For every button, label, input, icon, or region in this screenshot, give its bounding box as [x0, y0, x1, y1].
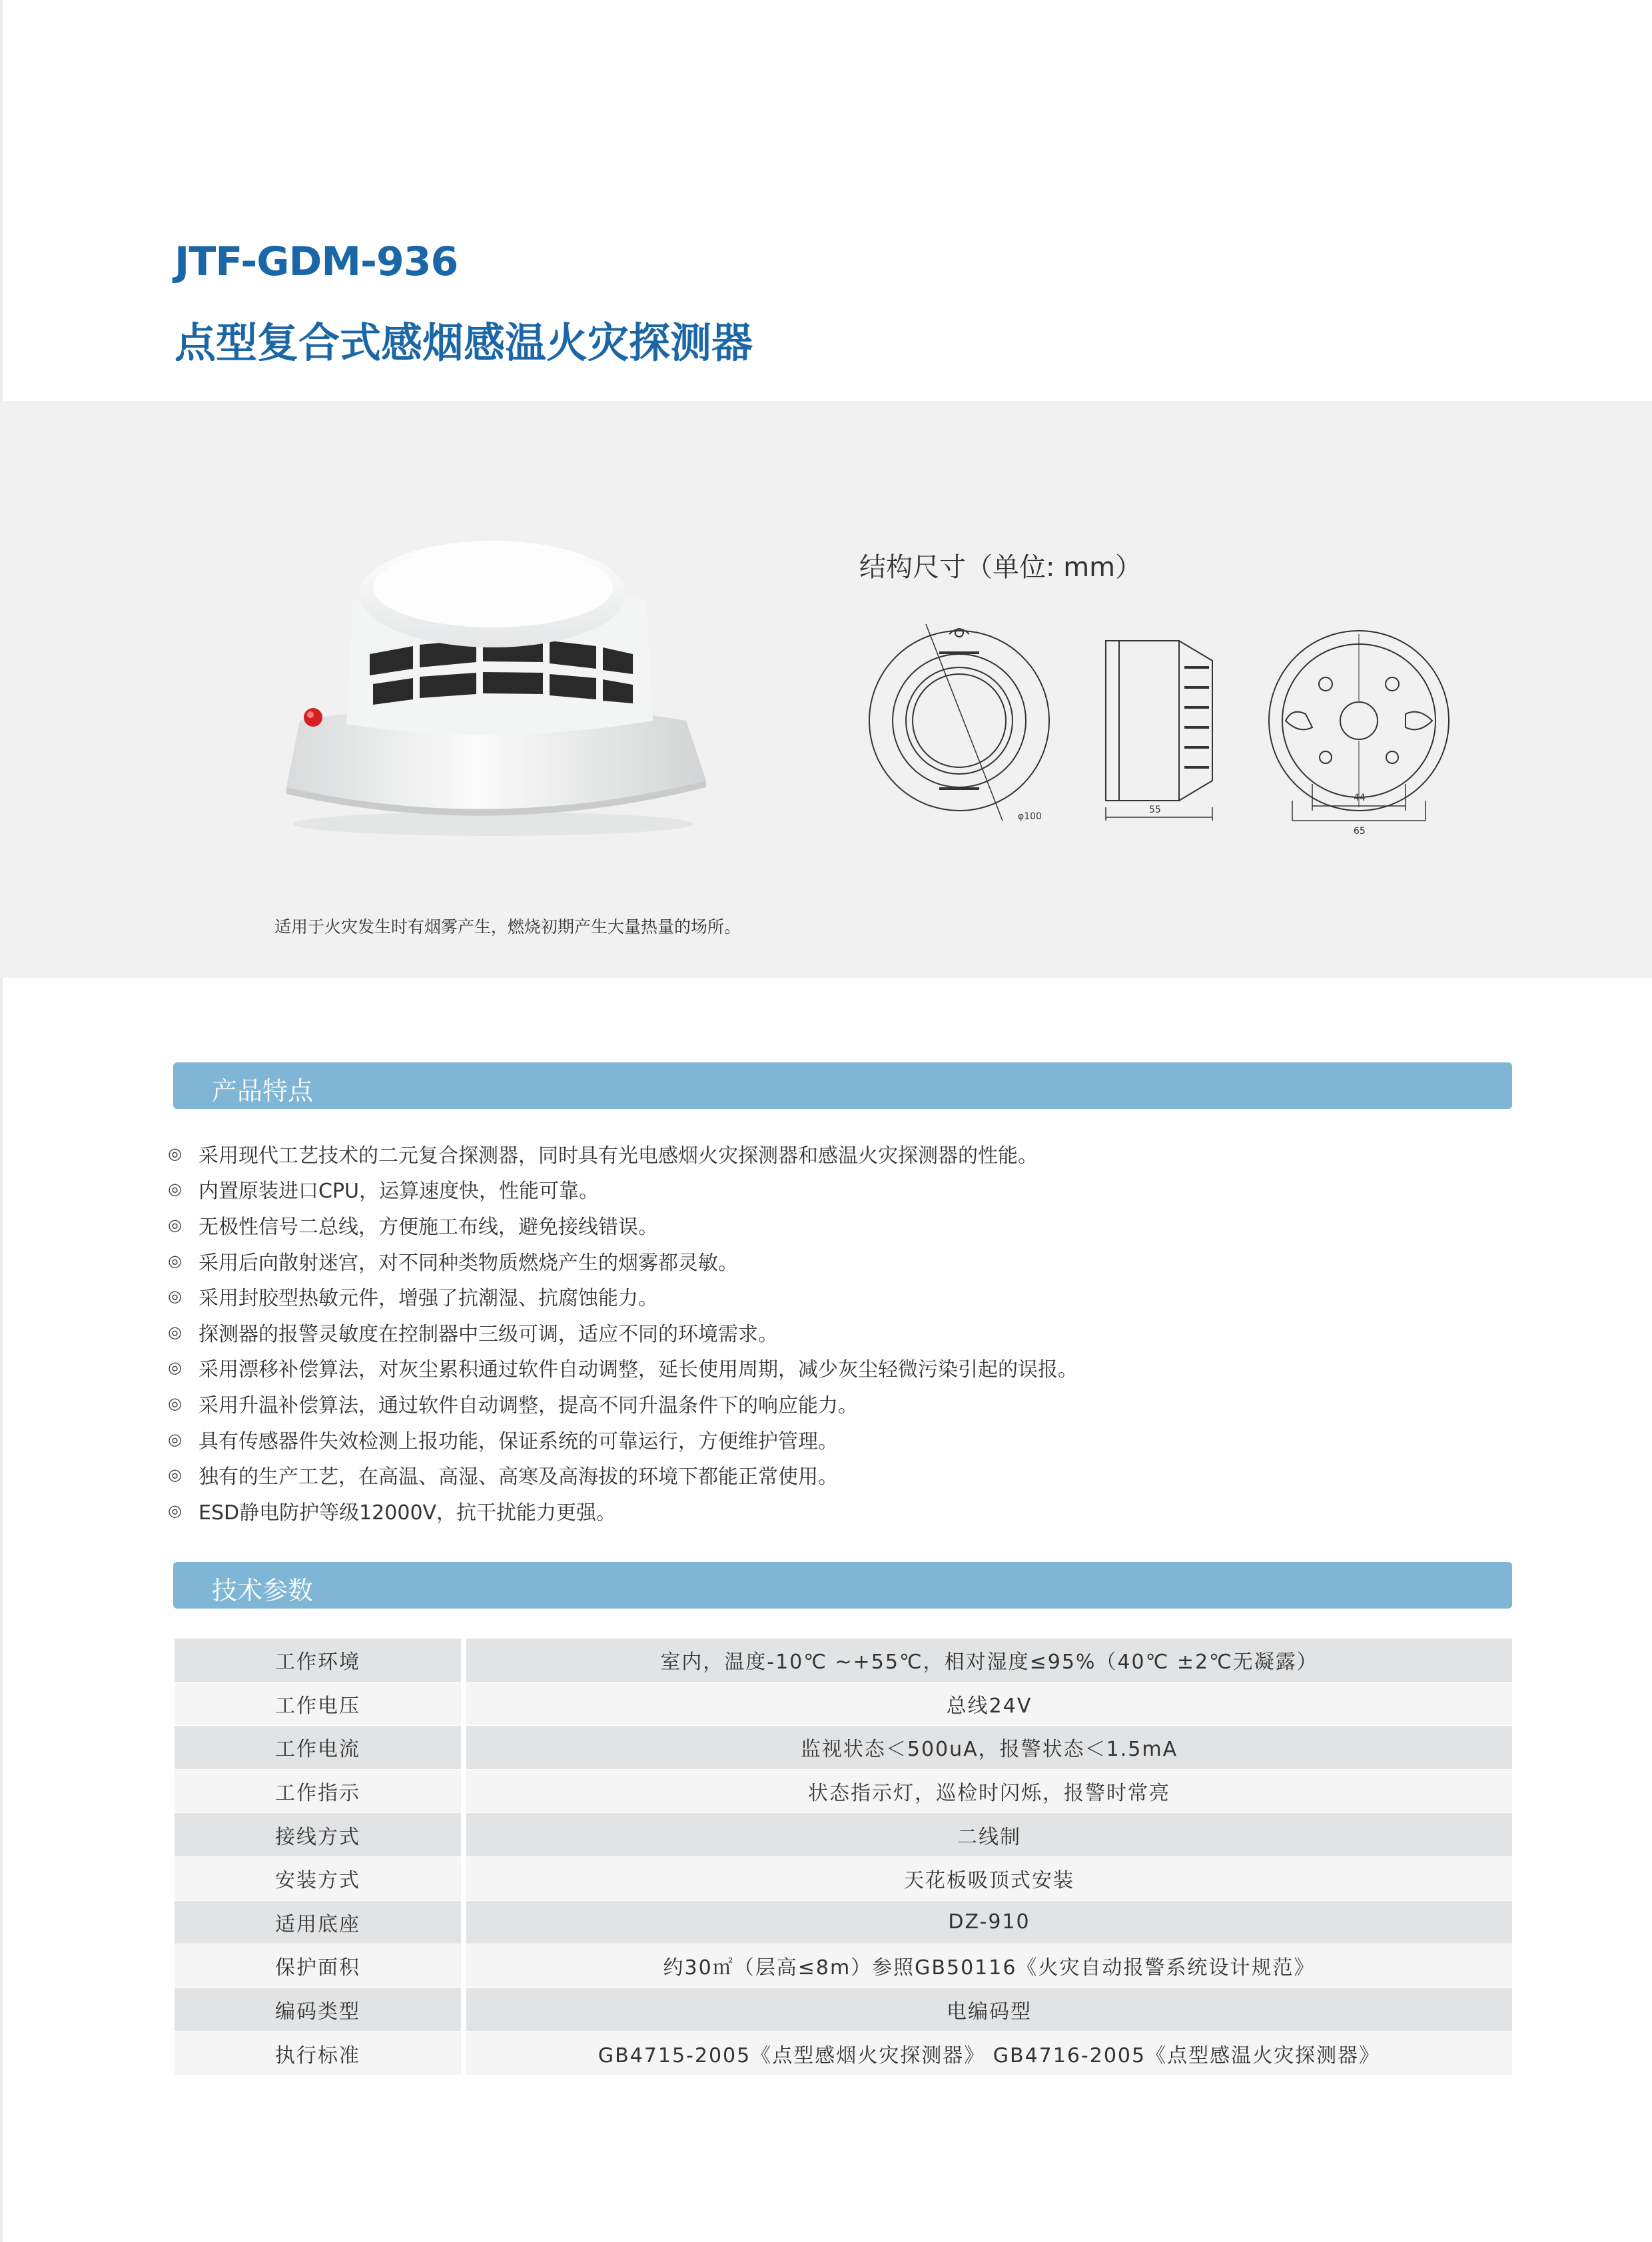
table-row — [175, 1639, 1512, 1682]
spec-value: 监视状态＜500uA，报警状态＜1.5mA — [464, 1726, 1512, 1770]
spec-value: GB4715-2005《点型感烟火灾探测器》 GB4716-2005《点型感温火灾探测器》 — [464, 2032, 1512, 2075]
list-item — [168, 1350, 1078, 1386]
application-caption: 适用于火灾发生时有烟雾产生，燃烧初期产生大量热量的场所。 — [274, 917, 741, 936]
spec-value: 室内，温度-10℃ ~+55℃，相对湿度≤95%（40℃ ±2℃无凝露） — [464, 1639, 1512, 1682]
bullet-icon: ◎ — [168, 1429, 182, 1449]
list-item — [168, 1278, 1078, 1314]
specs-table — [175, 1639, 1512, 2075]
spec-value: DZ-910 — [464, 1900, 1512, 1944]
list-item — [168, 1243, 1078, 1279]
bullet-icon: ◎ — [168, 1287, 182, 1306]
table-row — [175, 1769, 1512, 1813]
side-view-drawing — [1106, 641, 1212, 821]
bullet-icon: ◎ — [168, 1215, 182, 1234]
feature-text: 具有传感器件失效检测上报功能，保证系统的可靠运行，方便维护管理。 — [199, 1429, 838, 1453]
spec-value: 电编码型 — [464, 1988, 1512, 2032]
specs-section-title: 技术参数 — [212, 1576, 314, 1605]
hole-spacing-dimension: 44 — [1354, 793, 1366, 803]
table-row — [175, 1900, 1512, 1944]
features-list — [168, 1136, 1078, 1529]
feature-text: 采用现代工艺技术的二元复合探测器，同时具有光电感烟火灾探测器和感温火灾探测器的性能。 — [199, 1144, 1038, 1168]
features-section-header — [173, 1062, 1512, 1109]
spec-label: 适用底座 — [175, 1900, 464, 1944]
spec-value: 天花板吸顶式安装 — [464, 1856, 1512, 1900]
model-number: JTF-GDM-936 — [175, 238, 458, 285]
feature-text: 采用封胶型热敏元件，增强了抗潮湿、抗腐蚀能力。 — [199, 1287, 658, 1311]
feature-text: 采用后向散射迷宫，对不同种类物质燃烧产生的烟雾都灵敏。 — [199, 1251, 738, 1275]
table-row — [175, 1944, 1512, 1988]
bullet-icon: ◎ — [168, 1358, 182, 1377]
front-view-drawing — [869, 624, 1049, 821]
list-item — [168, 1421, 1078, 1457]
spec-value: 约30㎡（层高≤8m）参照GB50116《火灾自动报警系统设计规范》 — [464, 1944, 1512, 1988]
list-item — [168, 1493, 1078, 1529]
list-item — [168, 1385, 1078, 1421]
spec-label: 工作指示 — [175, 1769, 464, 1813]
features-section-title: 产品特点 — [212, 1076, 314, 1106]
list-item — [168, 1314, 1078, 1350]
spec-label: 安装方式 — [175, 1856, 464, 1900]
list-item — [168, 1172, 1078, 1208]
dimensions-title: 结构尺寸（单位: mm） — [859, 552, 1142, 583]
feature-text: 探测器的报警灵敏度在控制器中三级可调，适应不同的环境需求。 — [199, 1322, 778, 1346]
table-row — [175, 1856, 1512, 1900]
spec-label: 保护面积 — [175, 1944, 464, 1988]
product-hero-panel — [0, 401, 1652, 978]
spec-label: 接线方式 — [175, 1813, 464, 1857]
feature-text: 无极性信号二总线，方便施工布线，避免接线错误。 — [199, 1215, 658, 1239]
feature-text: 采用漂移补偿算法，对灰尘累积通过软件自动调整，延长使用周期，减少灰尘轻微污染引起的误报。 — [199, 1358, 1078, 1382]
diameter-dimension: φ100 — [1018, 811, 1042, 822]
spec-label: 编码类型 — [175, 1988, 464, 2032]
product-name: 点型复合式感烟感温火灾探测器 — [175, 318, 753, 367]
bullet-icon: ◎ — [168, 1393, 182, 1413]
spec-label: 工作电压 — [175, 1682, 464, 1726]
feature-text: ESD静电防护等级12000V，抗干扰能力更强。 — [199, 1501, 617, 1525]
dimension-drawings — [866, 621, 1452, 841]
bullet-icon: ◎ — [168, 1322, 182, 1341]
spec-label: 工作环境 — [175, 1639, 464, 1682]
feature-text: 采用升温补偿算法，通过软件自动调整，提高不同升温条件下的响应能力。 — [199, 1393, 858, 1417]
bullet-icon: ◎ — [168, 1180, 182, 1199]
table-row — [175, 1682, 1512, 1726]
bullet-icon: ◎ — [168, 1501, 182, 1520]
table-row — [175, 2032, 1512, 2075]
base-width-dimension: 65 — [1354, 826, 1366, 837]
spec-value: 总线24V — [464, 1682, 1512, 1726]
bullet-icon: ◎ — [168, 1251, 182, 1270]
feature-text: 独有的生产工艺，在高温、高湿、高寒及高海拔的环境下都能正常使用。 — [199, 1465, 838, 1489]
height-dimension: 55 — [1149, 805, 1161, 815]
table-row — [175, 1813, 1512, 1857]
feature-text: 内置原装进口CPU，运算速度快，性能可靠。 — [199, 1180, 599, 1204]
spec-value: 状态指示灯，巡检时闪烁，报警时常亮 — [464, 1769, 1512, 1813]
specs-section-header — [173, 1562, 1512, 1609]
table-row — [175, 1988, 1512, 2032]
table-row — [175, 1726, 1512, 1770]
page-edge — [0, 0, 3, 2242]
list-item — [168, 1207, 1078, 1243]
spec-value: 二线制 — [464, 1813, 1512, 1857]
bullet-icon: ◎ — [168, 1465, 182, 1485]
bullet-icon: ◎ — [168, 1144, 182, 1163]
spec-label: 执行标准 — [175, 2032, 464, 2075]
list-item — [168, 1457, 1078, 1493]
detector-photo — [246, 521, 739, 841]
list-item — [168, 1136, 1078, 1172]
spec-label: 工作电流 — [175, 1726, 464, 1770]
